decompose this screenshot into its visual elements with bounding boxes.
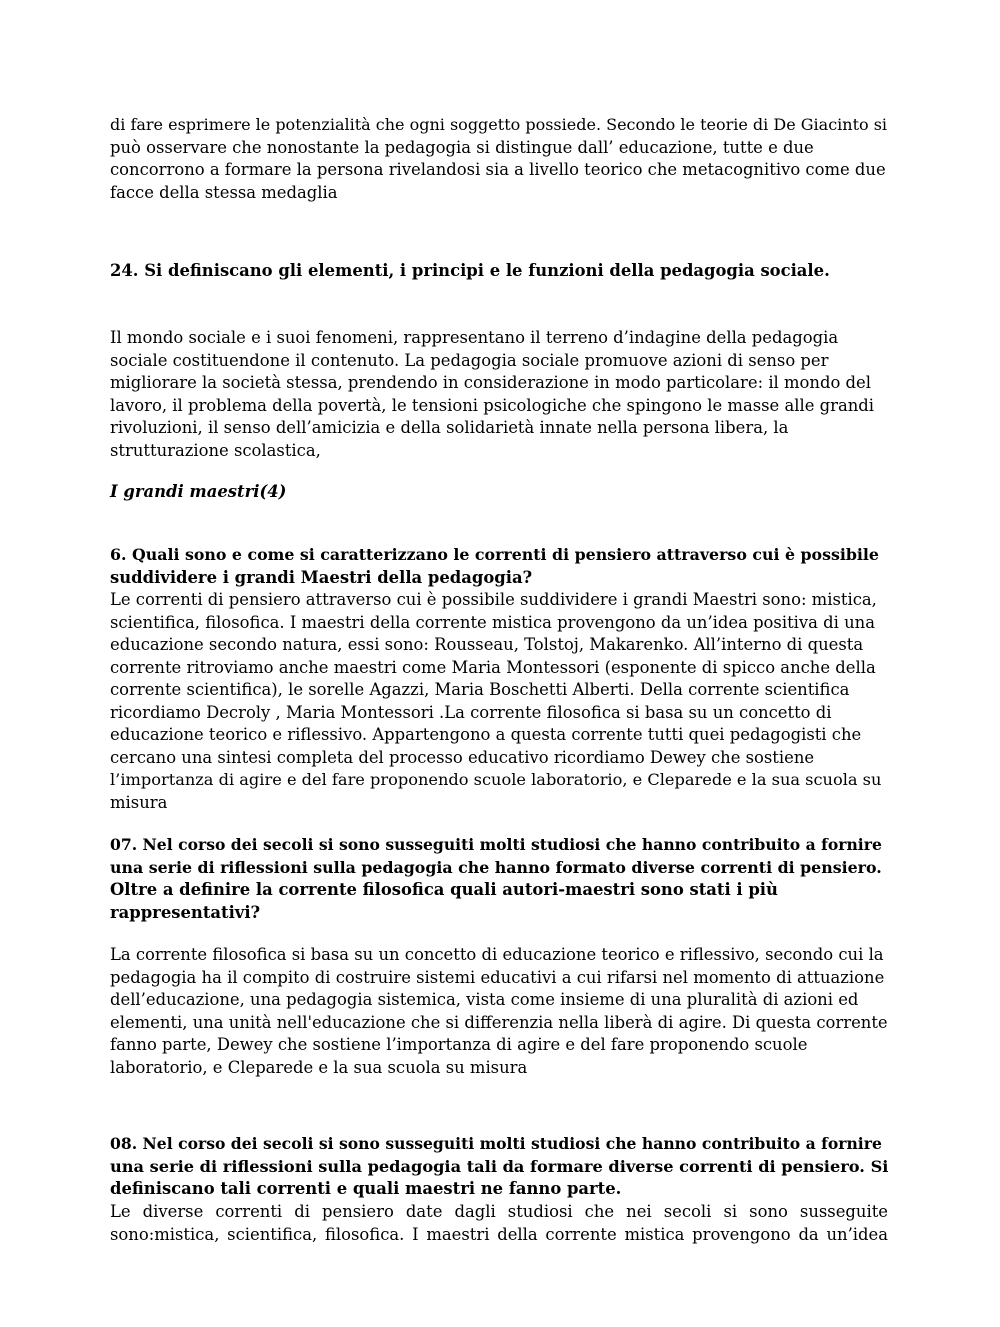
text-line: può osservare che nonostante la pedagogia si distingue dall’ educazione, tutte e due xyxy=(110,137,814,157)
text-line: sociale costituendone il contenuto. La pedagogia sociale promuove azioni di senso per xyxy=(110,350,829,370)
text-line: dell’educazione, una pedagogia sistemica, vista come insieme di una pluralità di azioni ed xyxy=(110,990,859,1009)
text-line: ricordiamo Decroly , Maria Montessori .La corrente filosofica si basa su un concetto di xyxy=(110,702,832,722)
text-line: migliorare la società stessa, prendendo in considerazione in modo particolare: il mondo del xyxy=(110,373,871,392)
text-line: corrente scientifica), le sorelle Agazzi, Maria Boschetti Alberti. Della corrente scientifica xyxy=(110,680,850,699)
answer-6-paragraph xyxy=(110,589,888,814)
text-line: elementi, una unità nell'educazione che si differenzia nella liberà di agire. Di questa corrente xyxy=(110,1012,888,1032)
answer-08-paragraph xyxy=(110,1201,888,1246)
text-line: l’importanza di agire e del fare proponendo scuole laboratorio, e Cleparede e la sua scuola su xyxy=(110,770,882,789)
text-line: Le correnti di pensiero attraverso cui è possibile suddividere i grandi Maestri sono: mistica, xyxy=(110,590,877,609)
text-line: laboratorio, e Cleparede e la sua scuola su misura xyxy=(110,1057,528,1077)
answer-24-paragraph xyxy=(110,327,888,462)
text-line: 07. Nel corso dei secoli si sono susseguiti molti studiosi che hanno contribuito a fornire xyxy=(110,835,882,854)
text-line: cercano una sintesi completa del processo educativo ricordiamo Dewey che sostiene xyxy=(110,747,815,767)
answer-07-paragraph xyxy=(110,944,888,1079)
text-line: di fare esprimere le potenzialità che ogni soggetto possiede. Secondo le teorie di De Giacinto si xyxy=(110,115,888,134)
text-line: Le diverse correnti di pensiero date dagli studiosi che nei secoli si sono susseguite xyxy=(110,1202,888,1221)
text-line: una serie di riflessioni sulla pedagogia che hanno formato diverse correnti di pensiero. xyxy=(110,857,882,877)
text-line: corrente ritroviamo anche maestri come Maria Montessori (esponente di spicco anche della xyxy=(110,657,876,677)
text-line: Oltre a definire la corrente filosofica quali autori-maestri sono stati i più xyxy=(110,880,778,899)
text-line: 6. Quali sono e come si caratterizzano le correnti di pensiero attraverso cui è possibile xyxy=(110,545,879,564)
paragraph-intro xyxy=(110,114,888,204)
text-line: educazione teorico e riflessivo. Appartengono a questa corrente tutti quei pedagogisti che xyxy=(110,725,862,744)
text-line: educazione secondo natura, essi sono: Rousseau, Tolstoj, Makarenko. All’interno di questa xyxy=(110,635,864,654)
text-line: fanno parte, Dewey che sostiene l’importanza di agire e del fare proponendo scuole xyxy=(110,1035,808,1054)
text-line: pedagogia ha il compito di costruire sistemi educativi a cui rifarsi nel momento di attuazione xyxy=(110,967,885,987)
text-line: definiscano tali correnti e quali maestri ne fanno parte. xyxy=(110,1179,622,1198)
text-line: lavoro, il problema della povertà, le tensioni psicologiche che spingono le masse alle grandi xyxy=(110,395,875,415)
section-heading xyxy=(110,481,888,504)
text-line: 24. Si definiscano gli elementi, i principi e le funzioni della pedagogia sociale. xyxy=(110,261,830,280)
text-line: rivoluzioni, il senso dell’amicizia e della solidarietà innate nella persona libera, la xyxy=(110,418,789,437)
question-24-heading xyxy=(110,260,888,283)
text-line: una serie di riflessioni sulla pedagogia tali da formare diverse correnti di pensiero. Si xyxy=(110,1156,889,1176)
text-line: strutturazione scolastica, xyxy=(110,440,321,460)
question-07-heading xyxy=(110,834,888,924)
text-line: rappresentativi? xyxy=(110,902,261,922)
text-line: La corrente filosofica si basa su un concetto di educazione teorico e riflessivo, secondo cui la xyxy=(110,945,884,964)
text-line: facce della stessa medaglia xyxy=(110,182,338,202)
text-line: scientifica, filosofica. I maestri della corrente mistica provengono da un’idea positiva di una xyxy=(110,612,875,632)
text-line: Il mondo sociale e i suoi fenomeni, rappresentano il terreno d’indagine della pedagogia xyxy=(110,328,839,347)
text-line: sono:mistica, scientifica, filosofica. I maestri della corrente mistica provengono da un’idea xyxy=(110,1224,888,1244)
question-08-heading xyxy=(110,1133,888,1201)
text-line: 08. Nel corso dei secoli si sono susseguiti molti studiosi che hanno contribuito a fornire xyxy=(110,1134,882,1153)
text-line: concorrono a formare la persona rivelandosi sia a livello teorico che metacognitivo come due xyxy=(110,160,886,179)
text-line: I grandi maestri(4) xyxy=(110,482,287,501)
question-6-heading xyxy=(110,544,888,589)
text-line: misura xyxy=(110,792,168,812)
text-line: suddividere i grandi Maestri della pedagogia? xyxy=(110,567,533,587)
